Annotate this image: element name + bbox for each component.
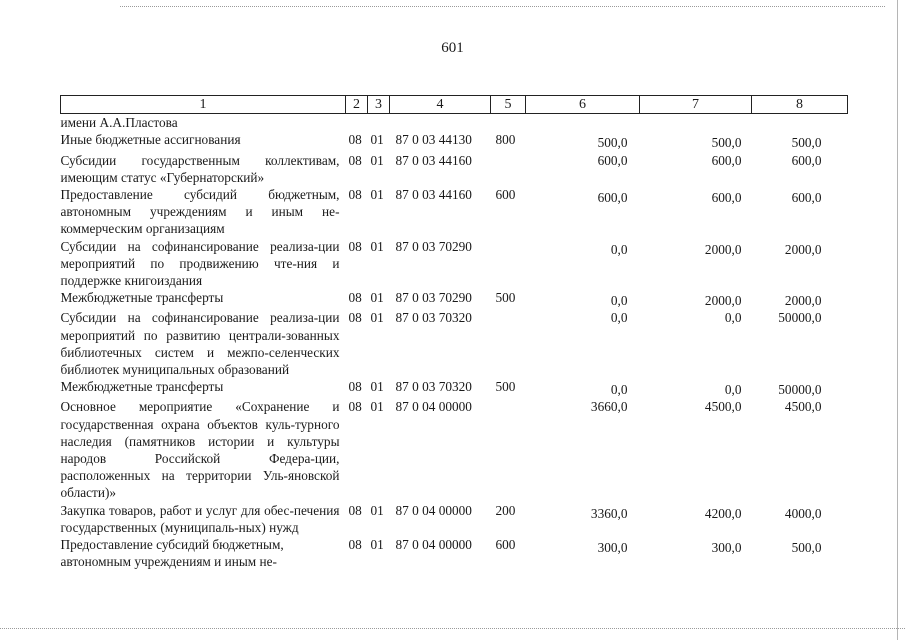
row-value-7: 0,0 bbox=[724, 382, 742, 398]
row-subsection: 01 bbox=[370, 379, 384, 395]
table-row bbox=[61, 152, 848, 186]
scan-edge-top bbox=[120, 6, 885, 8]
table-row bbox=[61, 238, 848, 290]
row-type: 200 bbox=[495, 502, 516, 518]
row-subsection: 01 bbox=[370, 290, 384, 306]
table-row bbox=[61, 536, 848, 570]
row-value-8: 50000,0 bbox=[778, 310, 822, 326]
table-row bbox=[61, 131, 848, 151]
row-name: Иные бюджетные ассигнования bbox=[60, 132, 241, 148]
row-name: Субсидии на софинансирование реализа-ции мероприятий по продвижению чте-ния и поддержке книгоиздания bbox=[60, 238, 340, 289]
row-type bbox=[491, 398, 526, 501]
row-section: 08 bbox=[348, 290, 362, 306]
row-value-6: 0,0 bbox=[610, 382, 628, 398]
scan-edge-bottom bbox=[0, 628, 905, 630]
table-row bbox=[61, 398, 848, 501]
row-value-6: 3660,0 bbox=[590, 399, 628, 415]
row-value-6: 600,0 bbox=[597, 190, 628, 206]
row-value-7: 2000,0 bbox=[704, 293, 742, 309]
row-type bbox=[491, 238, 526, 290]
row-value-6: 0,0 bbox=[610, 293, 628, 309]
row-code: 87 0 03 44160 bbox=[395, 152, 472, 168]
row-name: имени А.А.Пластова bbox=[60, 115, 178, 131]
header-col-5: 5 bbox=[491, 96, 526, 114]
row-value-6: 0,0 bbox=[610, 241, 628, 257]
row-value-6: 600,0 bbox=[597, 152, 628, 168]
row-value-8: 600,0 bbox=[791, 190, 822, 206]
row-type: 600 bbox=[495, 537, 516, 553]
row-value-6 bbox=[526, 114, 640, 132]
row-code: 87 0 03 70320 bbox=[395, 379, 472, 395]
row-type: 500 bbox=[495, 379, 516, 395]
row-section: 08 bbox=[348, 537, 362, 553]
header-row bbox=[61, 96, 848, 114]
row-type bbox=[491, 309, 526, 378]
row-value-8: 2000,0 bbox=[784, 241, 822, 257]
row-code: 87 0 04 00000 bbox=[395, 537, 472, 553]
header-col-8: 8 bbox=[752, 96, 848, 114]
table-row bbox=[61, 289, 848, 309]
row-code bbox=[390, 114, 491, 132]
header-col-2: 2 bbox=[346, 96, 368, 114]
row-type bbox=[491, 114, 526, 132]
header-col-4: 4 bbox=[390, 96, 491, 114]
row-name: Субсидии государственным коллективам, имеющим статус «Губернаторский» bbox=[60, 152, 340, 185]
row-value-6: 3360,0 bbox=[590, 505, 628, 521]
row-value-7: 600,0 bbox=[711, 152, 742, 168]
row-name: Межбюджетные трансферты bbox=[60, 290, 224, 306]
table-row bbox=[61, 378, 848, 398]
row-subsection: 01 bbox=[370, 310, 384, 326]
row-value-8: 2000,0 bbox=[784, 293, 822, 309]
row-code: 87 0 04 00000 bbox=[395, 502, 472, 518]
row-value-8: 600,0 bbox=[791, 152, 822, 168]
row-name: Субсидии на софинансирование реализа-ции мероприятий по развитию централи-зованных библиотечных систем и межпо-селенческих библиотек муниципальных образований bbox=[60, 310, 340, 378]
row-value-7: 600,0 bbox=[711, 190, 742, 206]
header-col-7: 7 bbox=[640, 96, 752, 114]
row-value-7: 0,0 bbox=[724, 310, 742, 326]
row-type bbox=[491, 152, 526, 186]
row-subsection: 01 bbox=[370, 132, 384, 148]
row-section: 08 bbox=[348, 502, 362, 518]
header-col-6: 6 bbox=[526, 96, 640, 114]
row-subsection: 01 bbox=[370, 399, 384, 415]
table-row bbox=[61, 502, 848, 536]
row-subsection: 01 bbox=[370, 187, 384, 203]
row-value-8: 4000,0 bbox=[784, 505, 822, 521]
row-section: 08 bbox=[348, 238, 362, 254]
row-value-8: 500,0 bbox=[791, 135, 822, 151]
row-type: 800 bbox=[495, 132, 516, 148]
row-name: Закупка товаров, работ и услуг для обес-печения государственных (муниципаль-ных) нужд bbox=[60, 502, 340, 535]
row-value-6: 0,0 bbox=[610, 310, 628, 326]
table-row bbox=[61, 114, 848, 132]
row-section: 08 bbox=[348, 132, 362, 148]
row-value-7: 300,0 bbox=[711, 540, 742, 556]
row-name: Предоставление субсидий бюджетным, автономным учреждениям и иным не-коммерческим организациям bbox=[60, 187, 340, 237]
row-section bbox=[346, 114, 368, 132]
row-value-6: 300,0 bbox=[597, 540, 628, 556]
row-subsection: 01 bbox=[370, 152, 384, 168]
row-name: Основное мероприятие «Сохранение и государственная охрана объектов куль-турного наследия (памятников истории и культуры народов Российской Федера-ции, расположенных на территории Уль-яновской области)» bbox=[60, 399, 340, 501]
row-section: 08 bbox=[348, 310, 362, 326]
row-value-6: 500,0 bbox=[597, 135, 628, 151]
row-code: 87 0 03 70320 bbox=[395, 310, 472, 326]
row-subsection: 01 bbox=[370, 238, 384, 254]
row-name: Межбюджетные трансферты bbox=[60, 379, 224, 395]
header-col-1: 1 bbox=[61, 96, 346, 114]
row-code: 87 0 03 70290 bbox=[395, 290, 472, 306]
row-value-7 bbox=[640, 114, 752, 132]
row-name: Предоставление субсидий бюджетным, автономным учреждениям и иным не- bbox=[60, 537, 284, 570]
row-code: 87 0 04 00000 bbox=[395, 399, 472, 415]
row-value-7: 4500,0 bbox=[704, 399, 742, 415]
header-col-3: 3 bbox=[368, 96, 390, 114]
row-value-7: 2000,0 bbox=[704, 241, 742, 257]
row-subsection bbox=[368, 114, 390, 132]
row-value-8 bbox=[752, 114, 848, 132]
scan-edge-right bbox=[897, 0, 899, 640]
row-value-7: 4200,0 bbox=[704, 505, 742, 521]
row-code: 87 0 03 44160 bbox=[395, 187, 472, 203]
row-value-8: 500,0 bbox=[791, 540, 822, 556]
row-code: 87 0 03 44130 bbox=[395, 132, 472, 148]
budget-table bbox=[60, 95, 848, 570]
row-value-8: 50000,0 bbox=[778, 382, 822, 398]
row-subsection: 01 bbox=[370, 502, 384, 518]
row-section: 08 bbox=[348, 187, 362, 203]
row-type: 500 bbox=[495, 290, 516, 306]
row-value-8: 4500,0 bbox=[784, 399, 822, 415]
row-section: 08 bbox=[348, 399, 362, 415]
row-section: 08 bbox=[348, 379, 362, 395]
row-type: 600 bbox=[495, 187, 516, 203]
table-row bbox=[61, 186, 848, 238]
table-row bbox=[61, 309, 848, 378]
row-subsection: 01 bbox=[370, 537, 384, 553]
row-value-7: 500,0 bbox=[711, 135, 742, 151]
row-section: 08 bbox=[348, 152, 362, 168]
page-number: 601 bbox=[441, 40, 464, 56]
row-code: 87 0 03 70290 bbox=[395, 238, 472, 254]
